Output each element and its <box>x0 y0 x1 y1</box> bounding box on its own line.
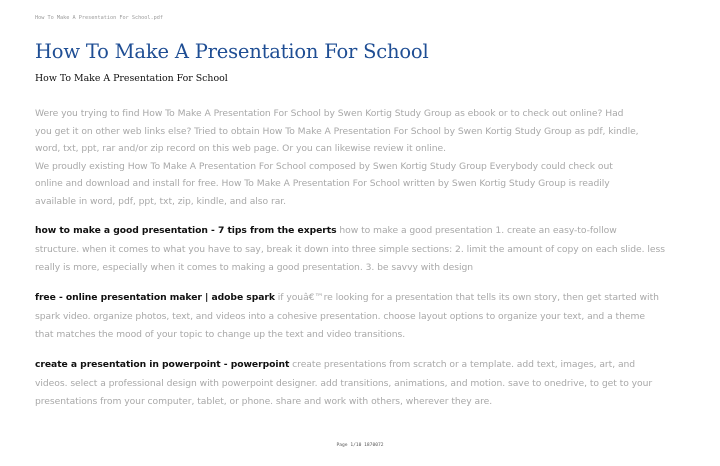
entry-text: if youâ€™re looking for a presentation that tells its own story, then get started with <box>274 292 659 303</box>
result-entry <box>35 289 690 345</box>
intro-line: We proudly existing How To Make A Presentation For School composed by Swen Kortig Study Group Everybody could check out <box>35 160 613 172</box>
entry-heading: free - online presentation maker | adobe spark <box>35 292 275 303</box>
entry-text: presentations from your computer, tablet, or phone. share and work with others, wherever they are. <box>35 396 493 407</box>
entry-text: spark video. organize photos, text, and videos into a cohesive presentation. choose layout options to organize your text, and a theme <box>35 310 645 322</box>
intro-line: you get it on other web links else? Tried to obtain How To Make A Presentation For School by Swen Kortig Study Group as pdf, kindle, <box>35 125 639 137</box>
intro-paragraph <box>35 105 690 211</box>
entry-heading: create a presentation in powerpoint - powerpoint <box>35 359 290 370</box>
entry-heading: how to make a good presentation - 7 tips from the experts <box>35 225 337 236</box>
running-header: How To Make A Presentation For School.pdf <box>35 15 164 21</box>
page-footer: Page 1/10 1870072 <box>336 443 384 448</box>
intro-line: Were you trying to find How To Make A Presentation For School by Swen Kortig Study Group as ebook or to check out online? Had <box>35 108 624 119</box>
entry-text: structure. when it comes to what you have to say, break it down into three simple sections: 2. limit the amount of copy on each slide. less <box>35 243 665 255</box>
entry-text: really is more, especially when it comes to making a good presentation. 3. be savvy with design <box>35 262 474 273</box>
intro-line: available in word, pdf, ppt, txt, zip, kindle, and also rar. <box>35 195 287 207</box>
intro-line: word, txt, ppt, rar and/or zip record on this web page. Or you can likewise review it online. <box>35 143 446 155</box>
page-title: How To Make A Presentation For School <box>35 40 429 63</box>
result-entry <box>35 222 690 278</box>
entry-text: videos. select a professional design with powerpoint designer. add transitions, animations, and motion. save to onedrive, to get to your <box>35 377 653 389</box>
entry-text: that matches the mood of your topic to change up the text and video transitions. <box>35 329 406 340</box>
entry-text: how to make a good presentation 1. create an easy-to-follow <box>336 225 617 236</box>
intro-line: online and download and install for free. How To Make A Presentation For School written by Swen Kortig Study Group is readily <box>35 178 610 190</box>
entry-text: create presentations from scratch or a template. add text, images, art, and <box>289 359 636 370</box>
result-entry <box>35 356 690 412</box>
page-subtitle: How To Make A Presentation For School <box>35 73 228 84</box>
